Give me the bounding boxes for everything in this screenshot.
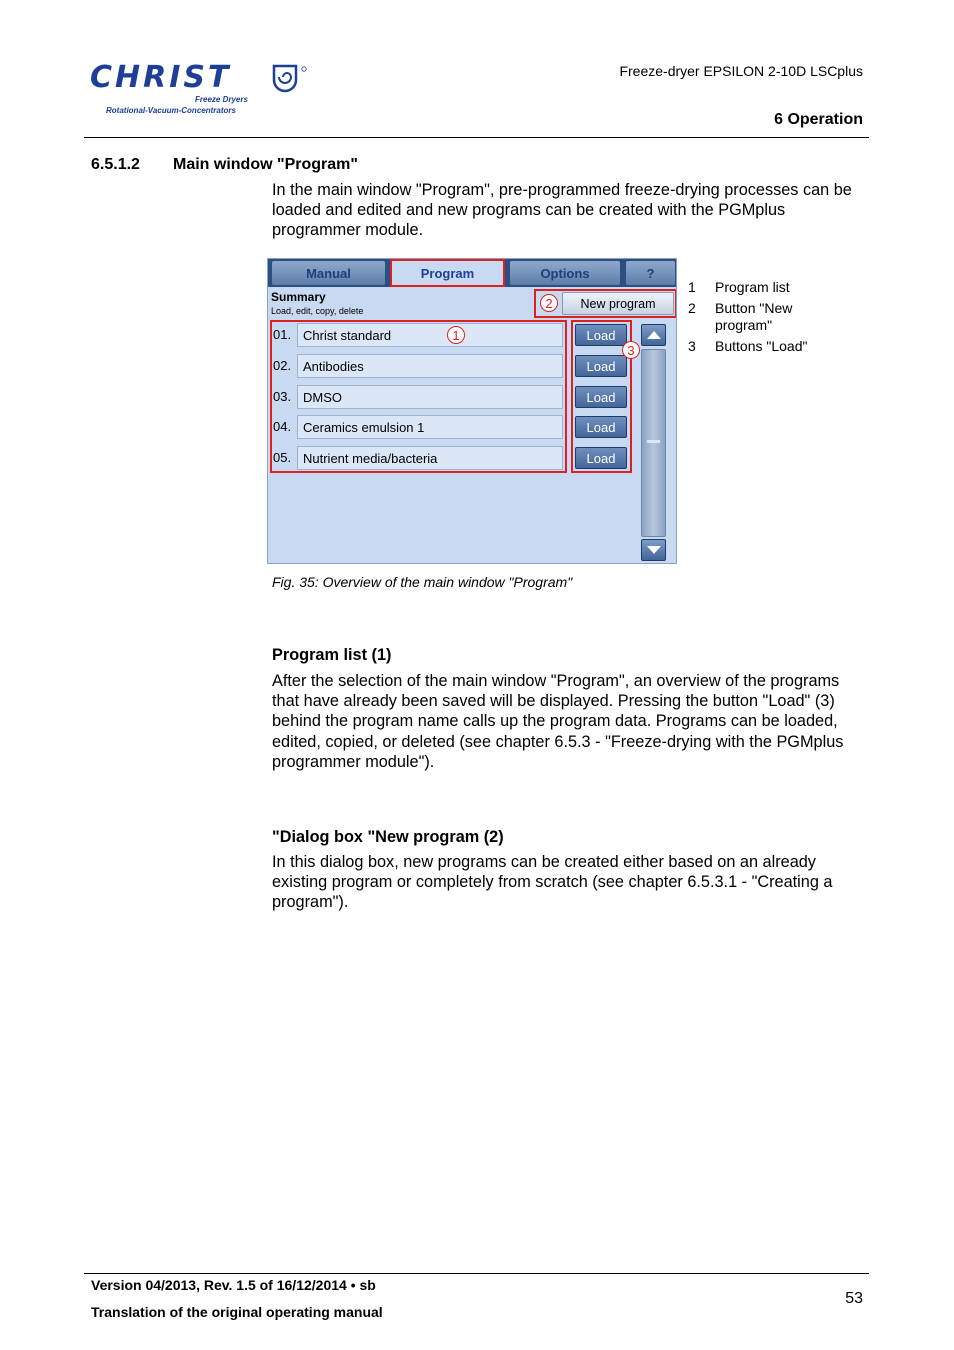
arrow-down-icon (646, 545, 662, 555)
program-row[interactable] (273, 354, 565, 378)
callout-2: 2 (540, 294, 558, 312)
program-number: 03. (273, 389, 292, 404)
program-name: Ceramics emulsion 1 (297, 415, 563, 439)
figure-caption: Fig. 35: Overview of the main window "Program" (272, 574, 573, 590)
program-name: Christ standard (297, 323, 563, 347)
tab-help[interactable]: ? (626, 261, 675, 285)
legend-text: Button "New program" (715, 300, 793, 333)
legend-number: 3 (688, 338, 696, 354)
page-number: 53 (845, 1290, 863, 1307)
load-button[interactable]: Load (575, 416, 627, 438)
scrollbar-track[interactable] (641, 349, 666, 537)
tab-options[interactable]: Options (510, 261, 620, 285)
program-list-paragraph (272, 671, 868, 772)
program-name: DMSO (297, 385, 563, 409)
program-row[interactable] (273, 323, 565, 347)
program-number: 04. (273, 419, 292, 434)
footer-divider (84, 1273, 869, 1274)
program-row[interactable] (273, 385, 565, 409)
tab-manual[interactable]: Manual (272, 261, 385, 285)
header-divider (84, 137, 869, 138)
dialog-text: In this dialog box, new programs can be created either based on an already existing program or completely from scratch (see chapter 6.5.3.1 - "Creating a program"). (272, 853, 833, 912)
chapter-title: 6 Operation (774, 111, 863, 128)
summary-title: Summary (271, 290, 326, 304)
logo-subtitle-2: Rotational-Vacuum-Concentrators (106, 106, 236, 115)
section-title: Main window "Program" (173, 156, 358, 173)
intro-text: In the main window "Program", pre-programmed freeze-drying processes can be loaded and edited and new programs can be created with the PGMplus programmer module. (272, 181, 852, 240)
scroll-up-button[interactable] (641, 324, 666, 346)
tab-program[interactable]: Program (391, 260, 504, 287)
logo-wordmark: CHRIST (90, 60, 232, 95)
tab-bar (268, 259, 677, 287)
arrow-up-icon (646, 330, 662, 340)
legend-number: 1 (688, 279, 696, 295)
logo-subtitle-1: Freeze Dryers (195, 95, 248, 104)
program-window-figure (267, 258, 677, 564)
scroll-down-button[interactable] (641, 539, 666, 561)
callout-3: 3 (622, 341, 640, 359)
program-name: Nutrient media/bacteria (297, 446, 563, 470)
summary-subtitle: Load, edit, copy, delete (271, 306, 364, 316)
program-number: 05. (273, 450, 292, 465)
christ-logo-icon (272, 64, 308, 94)
program-list-heading: Program list (1) (272, 646, 392, 664)
dialog-heading: "Dialog box "New program (2) (272, 828, 504, 846)
callout-1: 1 (447, 326, 465, 344)
legend-text: Buttons "Load" (715, 338, 808, 354)
legend-number: 2 (688, 300, 696, 316)
new-program-button[interactable]: New program (562, 292, 674, 315)
document-title: Freeze-dryer EPSILON 2-10D LSCplus (619, 63, 863, 79)
legend-text: Program list (715, 279, 790, 295)
section-number: 6.5.1.2 (91, 156, 140, 173)
program-list-text: After the selection of the main window "Program", an overview of the programs that have already been saved will be displayed. Pressing the button "Load" (3) behind the program name calls up the program data. Programs can be loaded, edited, copied, or deleted (see chapter 6.5.3 - "Freeze-drying with the PGMplus programmer module"). (272, 672, 844, 771)
footer-translation: Translation of the original operating manual (91, 1304, 383, 1320)
program-name: Antibodies (297, 354, 563, 378)
program-row[interactable] (273, 446, 565, 470)
load-button[interactable]: Load (575, 386, 627, 408)
program-number: 02. (273, 358, 292, 373)
scrollbar-grip[interactable] (647, 440, 660, 443)
load-button[interactable]: Load (575, 355, 627, 377)
load-button[interactable]: Load (575, 447, 627, 469)
dialog-paragraph (272, 852, 868, 913)
load-button[interactable]: Load (575, 324, 627, 346)
intro-paragraph (272, 180, 868, 241)
program-row[interactable] (273, 415, 565, 439)
footer-version: Version 04/2013, Rev. 1.5 of 16/12/2014 • sb (91, 1277, 376, 1293)
program-number: 01. (273, 327, 292, 342)
